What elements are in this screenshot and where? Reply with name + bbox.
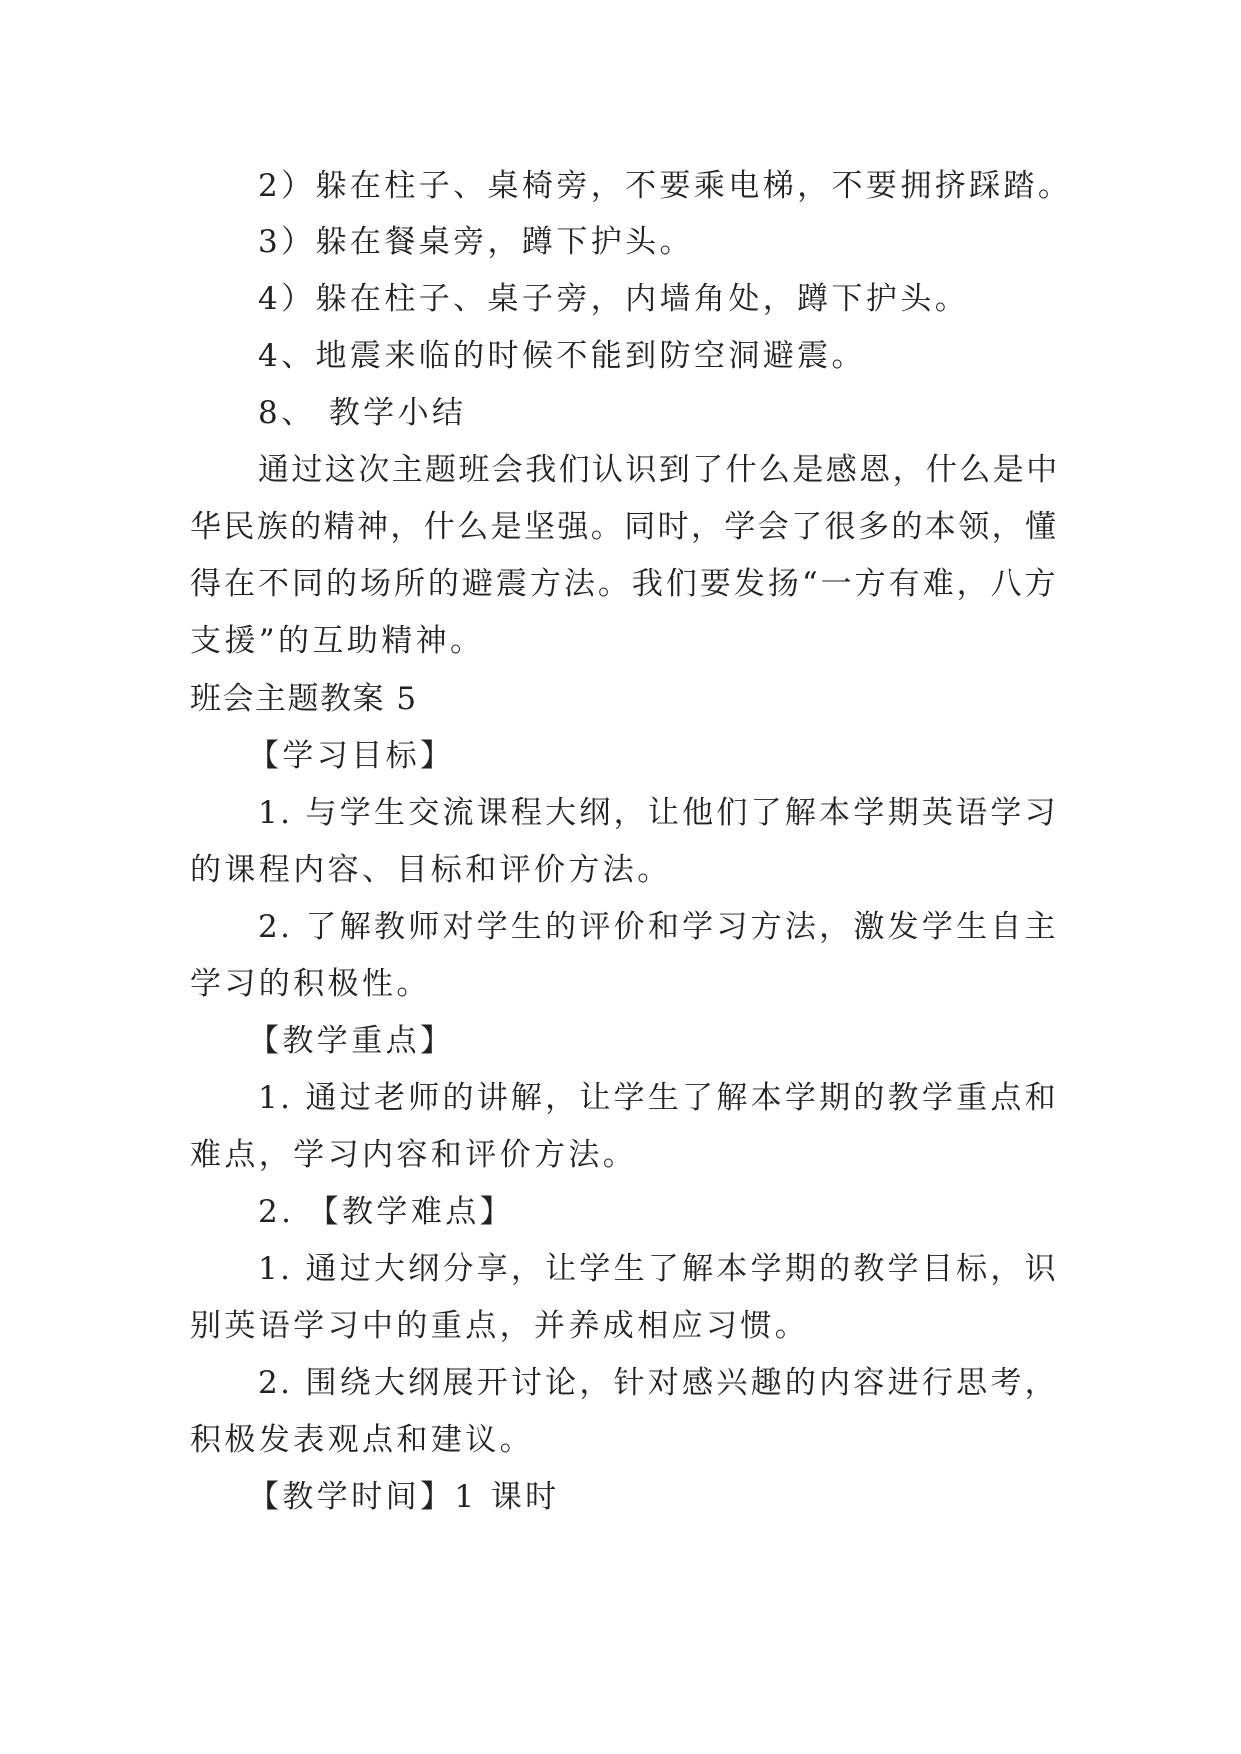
- list-item-continuation: 的课程内容、目标和评价方法。: [190, 852, 672, 888]
- paragraph-line: 通过这次主题班会我们认识到了什么是感恩，什么是中: [258, 452, 1060, 488]
- text-line: 4）躲在柱子、桌子旁，内墙角处，蹲下护头。: [258, 281, 970, 317]
- document-title: 班会主题教案 5: [190, 681, 418, 717]
- list-item: 2. 了解教师对学生的评价和学习方法，激发学生自主: [258, 909, 1058, 945]
- section-heading: 【教学重点】: [248, 1023, 455, 1059]
- list-item-continuation: 别英语学习中的重点，并养成相应习惯。: [190, 1308, 810, 1344]
- text-line: 2）躲在柱子、桌椅旁，不要乘电梯，不要拥挤踩踏。: [258, 168, 1073, 204]
- list-item: 1. 通过大纲分享，让学生了解本学期的教学目标，识: [258, 1251, 1058, 1287]
- list-item: 2. 围绕大纲展开讨论，针对感兴趣的内容进行思考，: [258, 1365, 1058, 1401]
- paragraph-line: 得在不同的场所的避震方法。我们要发扬“一方有难，八方: [190, 566, 1058, 602]
- paragraph-line: 支援”的互助精神。: [190, 623, 485, 659]
- section-heading: 8、 教学小结: [258, 395, 467, 431]
- list-item: 1. 与学生交流课程大纲，让他们了解本学期英语学习: [258, 795, 1058, 831]
- paragraph-line: 华民族的精神，什么是坚强。同时，学会了很多的本领，懂: [190, 509, 1059, 545]
- list-item-continuation: 积极发表观点和建议。: [190, 1422, 534, 1458]
- text-line: 4、地震来临的时候不能到防空洞避震。: [258, 338, 866, 374]
- list-item-continuation: 学习的积极性。: [190, 966, 431, 1002]
- text-line: 3）躲在餐桌旁，蹲下护头。: [258, 224, 694, 260]
- list-item-continuation: 难点，学习内容和评价方法。: [190, 1137, 638, 1173]
- section-heading: 【教学时间】1 课时: [248, 1479, 560, 1515]
- section-heading: 2. 【教学难点】: [258, 1194, 515, 1230]
- section-heading: 【学习目标】: [248, 738, 455, 774]
- list-item: 1. 通过老师的讲解，让学生了解本学期的教学重点和: [258, 1080, 1058, 1116]
